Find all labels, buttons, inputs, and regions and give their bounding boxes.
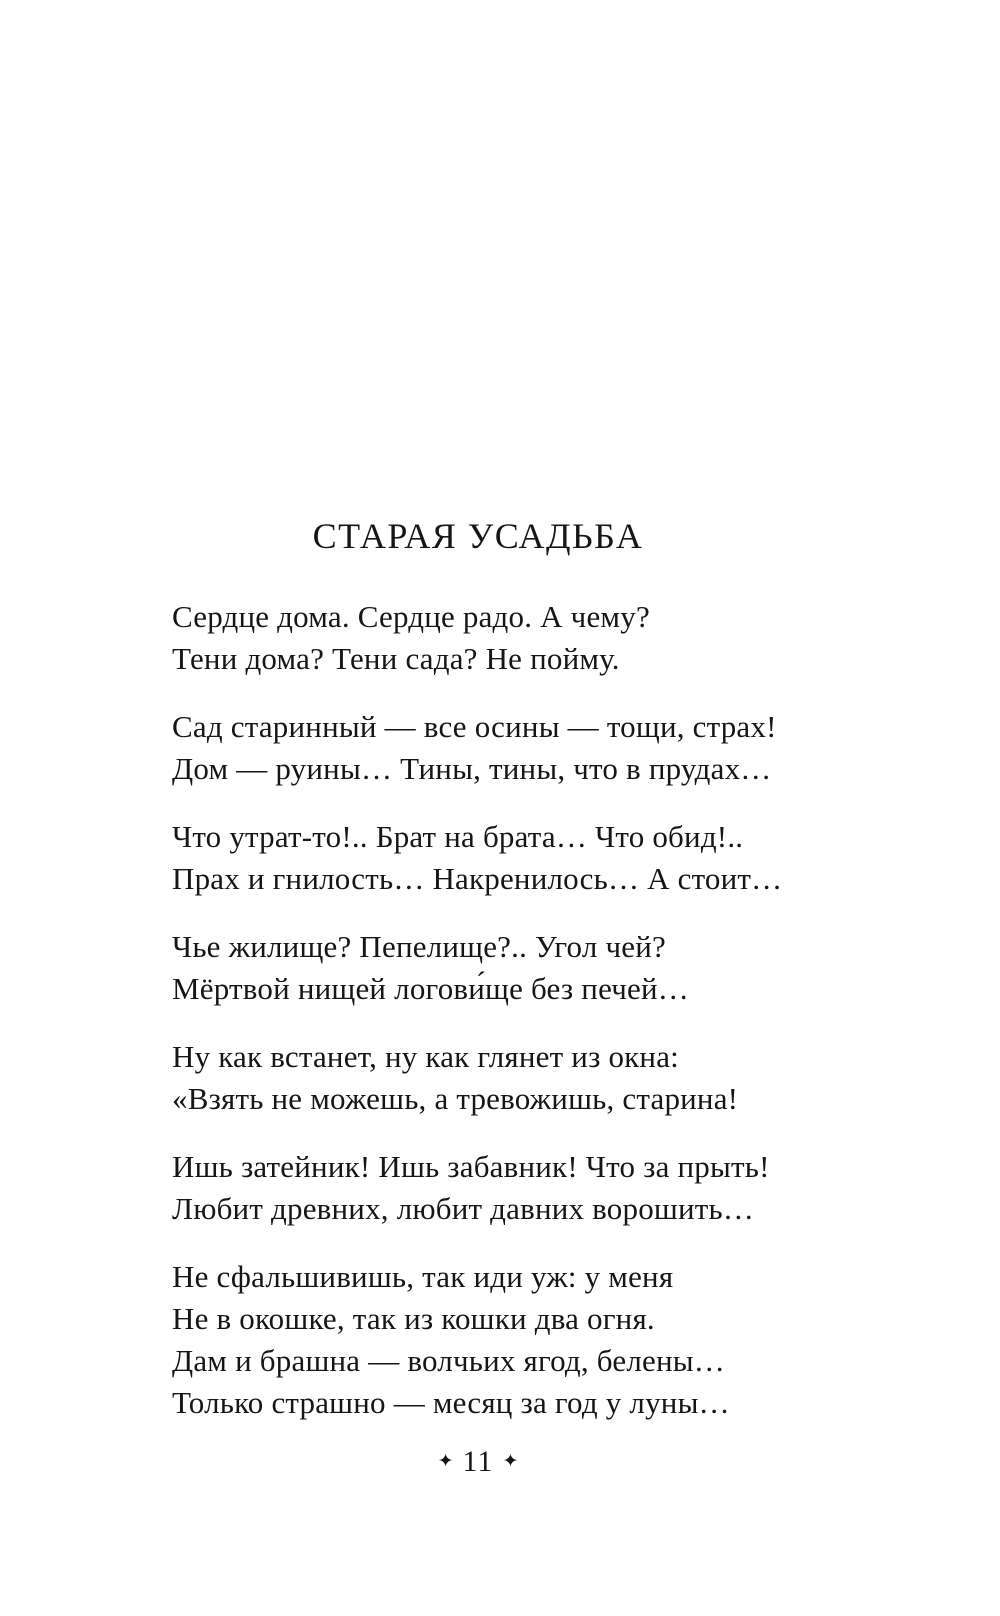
poem-line: Не в окошке, так из кошки два огня. — [172, 1301, 655, 1336]
poem-line: «Взять не можешь, а тревожишь, старина! — [172, 1081, 739, 1116]
stanza-7 — [172, 1256, 784, 1424]
stanza-2 — [172, 706, 784, 790]
poem-line: Тени дома? Тени сада? Не пойму. — [172, 641, 620, 676]
stanza-6 — [172, 1146, 784, 1230]
stanza-5 — [172, 1036, 784, 1120]
poem-title: СТАРАЯ УСАДЬБА — [312, 516, 644, 556]
poem-line: Прах и гнилость… Накренилось… А стоит… — [172, 861, 783, 896]
stanza-3 — [172, 816, 784, 900]
poem-line: Чье жилище? Пепелище?.. Угол чей? — [172, 929, 666, 964]
poem-line: Не сфальшивишь, так иди уж: у меня — [172, 1259, 674, 1294]
poem-line: Мёртвой нищей логови́ще без печей… — [172, 971, 690, 1006]
poem-line: Дом — руины… Тины, тины, что в прудах… — [172, 751, 772, 786]
diamond-ornament-icon: ✦ — [437, 1450, 454, 1473]
poem — [172, 514, 784, 1450]
poem-line: Что утрат-то!.. Брат на брата… Что обид!.. — [172, 819, 744, 854]
poem-line: Сад старинный — все осины — тощи, страх! — [172, 709, 777, 744]
poem-line: Дам и брашна — волчьих ягод, белены… — [172, 1343, 725, 1378]
diamond-ornament-icon: ✦ — [502, 1450, 519, 1473]
poem-line: Ишь затейник! Ишь забавник! Что за прыть! — [172, 1149, 770, 1184]
page-footer — [172, 1441, 784, 1485]
poem-line: Сердце дома. Сердце радо. А чему? — [172, 599, 650, 634]
stanza-4 — [172, 926, 784, 1010]
stanza-1 — [172, 596, 784, 680]
poem-line: Только страшно — месяц за год у луны… — [172, 1385, 730, 1420]
poem-line: Любит древних, любит давних ворошить… — [172, 1191, 755, 1226]
poem-line: Ну как встанет, ну как глянет из окна: — [172, 1039, 679, 1074]
page-number: 11 — [462, 1445, 494, 1478]
